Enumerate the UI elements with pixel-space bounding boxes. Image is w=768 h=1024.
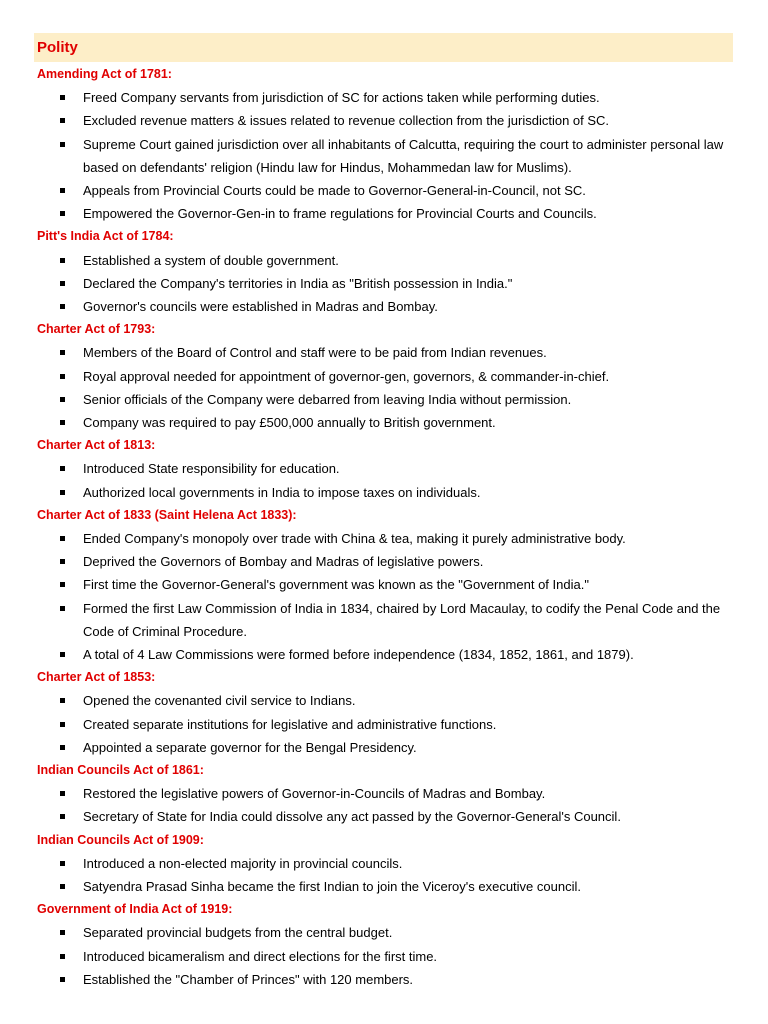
act-heading: Charter Act of 1813: [37,438,156,453]
square-bullet-icon [60,536,65,541]
act-heading: Charter Act of 1793: [37,322,156,337]
bullet-list [0,689,768,759]
act-section [0,63,768,225]
list-item [0,782,768,805]
list-item-text: Governor's councils were established in Madras and Bombay. [83,299,438,314]
act-heading: Government of India Act of 1919: [37,902,233,917]
list-item-text: Freed Company servants from jurisdiction of SC for actions taken while performing duties. [83,90,600,106]
square-bullet-icon [60,861,65,866]
list-item-text: Opened the covenanted civil service to Indians. [83,693,356,709]
square-bullet-icon [60,698,65,703]
square-bullet-icon [60,490,65,495]
list-item-text: Introduced bicameralism and direct elections for the first time. [83,948,438,964]
list-item [0,527,768,550]
square-bullet-icon [60,281,65,286]
list-item-text: Senior officials of the Company were debarred from leaving India without permission. [83,391,572,407]
square-bullet-icon [60,466,65,471]
list-item-text: Introduced State responsibility for education. [83,461,340,477]
square-bullet-icon [60,582,65,587]
square-bullet-icon [60,258,65,263]
list-item-text: Appointed a separate governor for the Bengal Presidency. [83,739,417,755]
list-item-text: Introduced a non-elected majority in provincial councils. [83,855,403,871]
act-section [0,898,768,991]
list-item [0,341,768,364]
list-item [0,805,768,828]
act-section [0,759,768,829]
square-bullet-icon [60,652,65,657]
list-item [0,272,768,295]
square-bullet-icon [60,142,65,147]
list-item-text: Satyendra Prasad Sinha became the first Indian to join the Viceroy's executive council. [83,878,581,894]
list-item-text: Formed the first Law Commission of India in 1834, chaired by Lord Macaulay, to codify the Penal Code and the Code of Criminal Procedure. [83,600,721,639]
act-section [0,504,768,666]
bullet-list [0,852,768,898]
act-heading: Indian Councils Act of 1909: [37,832,204,847]
list-item-text: Declared the Company's territories in India as "British possession in India." [83,275,513,291]
list-item [0,550,768,573]
list-item-text: Authorized local governments in India to impose taxes on individuals. [83,484,481,500]
list-item [0,365,768,388]
list-item [0,481,768,504]
bullet-list [0,457,768,503]
list-item-text: Deprived the Governors of Bombay and Madras of legislative powers. [83,554,484,570]
act-sections [0,63,768,991]
list-item-text: A total of 4 Law Commissions were formed before independence (1834, 1852, 1861, and 1879). [83,647,634,662]
list-item [0,133,768,179]
square-bullet-icon [60,745,65,750]
list-item-text: Royal approval needed for appointment of governor-gen, governors, & commander-in-chief. [83,368,610,384]
list-item-text: Excluded revenue matters & issues related to revenue collection from the jurisdiction of SC. [83,113,610,129]
page-title: Polity [37,39,78,56]
act-section [0,434,768,504]
square-bullet-icon [60,791,65,796]
act-heading: Indian Councils Act of 1861: [37,763,204,777]
bullet-list [0,341,768,434]
list-item-text: Separated provincial budgets from the central budget. [83,925,393,941]
square-bullet-icon [60,304,65,309]
list-item-text: Members of the Board of Control and staff were to be paid from Indian revenues. [83,345,547,361]
act-section [0,666,768,759]
square-bullet-icon [60,606,65,611]
list-item [0,968,768,991]
bullet-list [0,527,768,666]
list-item [0,179,768,202]
square-bullet-icon [60,722,65,727]
list-item-text: Established a system of double government. [83,252,339,268]
square-bullet-icon [60,954,65,959]
act-section [0,225,768,318]
act-section [0,318,768,434]
list-item [0,86,768,109]
list-item-text: Company was required to pay £500,000 annually to British government. [83,415,496,430]
square-bullet-icon [60,374,65,379]
list-item [0,109,768,132]
act-heading: Charter Act of 1853: [37,670,156,685]
list-item [0,852,768,875]
list-item-text: Ended Company's monopoly over trade with China & tea, making it purely administrative body. [83,530,626,546]
square-bullet-icon [60,95,65,100]
list-item [0,689,768,712]
list-item [0,202,768,225]
list-item [0,573,768,596]
list-item [0,388,768,411]
bullet-list [0,86,768,225]
square-bullet-icon [60,559,65,564]
list-item [0,736,768,759]
square-bullet-icon [60,814,65,819]
square-bullet-icon [60,930,65,935]
list-item [0,457,768,480]
square-bullet-icon [60,350,65,355]
list-item-text: Secretary of State for India could dissolve any act passed by the Governor-General's Council. [83,809,621,825]
bullet-list [0,921,768,991]
title-band [34,33,733,62]
list-item-text: Restored the legislative powers of Governor-in-Councils of Madras and Bombay. [83,786,546,802]
square-bullet-icon [60,420,65,425]
act-heading: Charter Act of 1833 (Saint Helena Act 1833): [37,507,297,522]
bullet-list [0,782,768,828]
square-bullet-icon [60,884,65,889]
square-bullet-icon [60,977,65,982]
bullet-list [0,249,768,319]
square-bullet-icon [60,211,65,216]
list-item-text: First time the Governor-General's government was known as the "Government of India." [83,577,589,593]
list-item-text: Established the "Chamber of Princes" with 120 members. [83,971,414,987]
list-item-text: Empowered the Governor-Gen-in to frame regulations for Provincial Courts and Councils. [83,206,597,222]
act-heading: Pitt's India Act of 1784: [37,229,174,244]
list-item-text: Created separate institutions for legislative and administrative functions. [83,716,497,732]
list-item-text: Supreme Court gained jurisdiction over all inhabitants of Calcutta, requiring the court to administer personal law based on defendants' religion (Hindu law for Hindus, Mohammedan law for Muslims). [83,136,724,175]
act-heading: Amending Act of 1781: [37,67,172,81]
list-item [0,945,768,968]
act-section [0,829,768,899]
list-item [0,295,768,318]
list-item [0,411,768,434]
list-item [0,875,768,898]
list-item [0,249,768,272]
list-item [0,921,768,944]
square-bullet-icon [60,188,65,193]
list-item [0,713,768,736]
list-item-text: Appeals from Provincial Courts could be made to Governor-General-in-Council, not SC. [83,183,586,198]
square-bullet-icon [60,397,65,402]
list-item [0,597,768,643]
list-item [0,643,768,666]
square-bullet-icon [60,118,65,123]
